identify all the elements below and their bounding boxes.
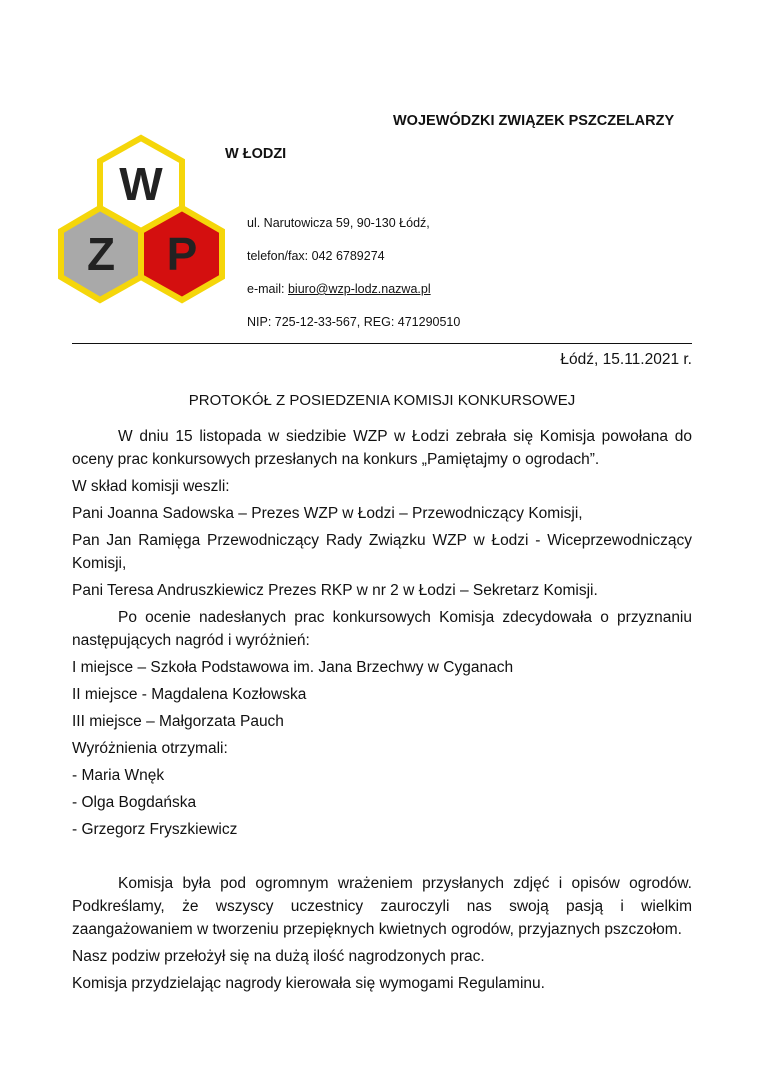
organization-city: W ŁODZI bbox=[225, 146, 287, 162]
document-body bbox=[72, 425, 692, 999]
committee-member: Pan Jan Ramięga Przewodniczący Rady Związku WZP w Łodzi - Wiceprzewodniczący Komisji, bbox=[72, 532, 692, 572]
email-line bbox=[247, 282, 431, 296]
committee-member: Pani Teresa Andruszkiewicz Prezes RKP w nr 2 w Łodzi – Sekretarz Komisji. bbox=[72, 582, 598, 599]
paragraph-intro: W dniu 15 listopada w siedzibie WZP w Łodzi zebrała się Komisja powołana do oceny prac konkursowych przesłanych na konkurs „Pamiętajmy o ogrodach”. bbox=[72, 428, 692, 468]
registration-line: NIP: 725-12-33-567, REG: 471290510 bbox=[247, 315, 461, 329]
logo-letter-p: P bbox=[166, 228, 198, 280]
wzp-logo bbox=[58, 134, 228, 304]
email-link[interactable]: biuro@wzp-lodz.nazwa.pl bbox=[287, 282, 431, 296]
award-line: I miejsce – Szkoła Podstawowa im. Jana Brzechwy w Cyganach bbox=[72, 659, 514, 676]
spacer bbox=[72, 845, 692, 872]
distinction-item: - Maria Wnęk bbox=[72, 767, 165, 784]
document-title: PROTOKÓŁ Z POSIEDZENIA KOMISJI KONKURSOWEJ bbox=[188, 392, 576, 409]
distinction-item: - Olga Bogdańska bbox=[72, 794, 197, 811]
address-line: ul. Narutowicza 59, 90-130 Łódź, bbox=[247, 216, 430, 230]
logo-letter-z: Z bbox=[86, 228, 116, 280]
logo-letter-w: W bbox=[119, 158, 163, 210]
award-line: III miejsce – Małgorzata Pauch bbox=[72, 713, 284, 730]
committee-member: Pani Joanna Sadowska – Prezes WZP w Łodzi – Przewodniczący Komisji, bbox=[72, 505, 583, 522]
award-line: II miejsce - Magdalena Kozłowska bbox=[72, 686, 307, 703]
distinctions-heading: Wyróżnienia otrzymali: bbox=[72, 740, 228, 757]
document-date: Łódź, 15.11.2021 r. bbox=[560, 351, 692, 368]
header-divider bbox=[72, 343, 692, 344]
paragraph-decision: Po ocenie nadesłanych prac konkursowych Komisja zdecydowała o przyznaniu następujących nagród i wyróżnień: bbox=[72, 609, 692, 649]
paragraph-impression: Komisja była pod ogromnym wrażeniem przysłanych zdjęć i opisów ogrodów. Podkreślamy, że wszyscy uczestnicy zauroczyli nas swoją pasją i wielkim zaangażowaniem w tworzeniu przepięknych kwietnych ogrodów, przyjaznych pszczołom. bbox=[72, 875, 692, 938]
distinction-item: - Grzegorz Fryszkiewicz bbox=[72, 821, 238, 838]
email-label: e-mail: bbox=[247, 282, 288, 296]
phone-line: telefon/fax: 042 6789274 bbox=[247, 249, 385, 263]
paragraph-committee-heading: W skład komisji weszli: bbox=[72, 478, 230, 495]
paragraph-admiration: Nasz podziw przełożył się na dużą ilość nagrodzonych prac. bbox=[72, 948, 485, 965]
organization-name: WOJEWÓDZKI ZWIĄZEK PSZCZELARZY bbox=[393, 113, 675, 129]
paragraph-regulations: Komisja przydzielając nagrody kierowała się wymogami Regulaminu. bbox=[72, 975, 545, 992]
